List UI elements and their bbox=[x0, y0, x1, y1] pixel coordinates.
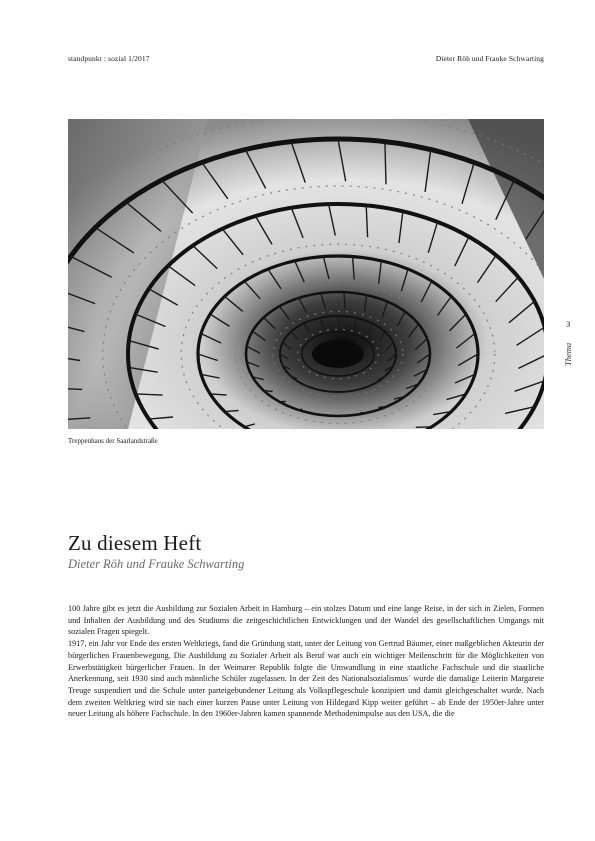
running-head-left: standpunkt : sozial 1/2017 bbox=[68, 54, 150, 63]
baluster bbox=[337, 392, 339, 393]
paragraph: 1917, ein Jahr vor Ende des ersten Weltkriegs, fand die Gründung statt, unter der Leitung von Gertrud Bäumer, einer maßgeblichen Akteurin der bürgerlichen Frauenbewegung. Die Ausbildung zu Sozialer Arbeit als Beruf war auch ein wichtiger Meilenschritt für die Möglichkeiten von Erwerbstätigkeit bürgerlicher Frauen. In der Weimarer Republik folgte die Umwandlung in eine staatliche Fachschule und die staatliche Anerkennung, seit 1930 sind auch männliche Schüler zugelassen. In der Zeit des Nationalsozialismus´ wurde die damalige Leiterin Margarete Treuge suspendiert und die Schule unter parteigebundener Leitung als Volkspflegeschule konzipiert und damit gleichgeschaltet wurde. Nach dem zweiten Weltkrieg wird sie nach einer kurzen Pause unter Leitung von Hildegard Kipp weiter geführt – ab Ende der 1950er-Jahre unter neuer Leitung als höhere Fachschule. In den 1960er-Jahren kamen spannende Methodenimpulse aus den USA, die die bbox=[68, 639, 544, 719]
article-body bbox=[68, 603, 544, 720]
staircase-photo bbox=[68, 119, 544, 429]
article-title: Zu diesem Heft bbox=[68, 531, 202, 555]
spiral-staircase-photo bbox=[68, 119, 544, 429]
page-number: 3 bbox=[566, 319, 571, 329]
section-label: Thema bbox=[563, 342, 573, 366]
baluster bbox=[320, 390, 321, 391]
running-head-right: Dieter Röh und Frauke Schwarting bbox=[435, 54, 544, 63]
article-authors: Dieter Röh und Frauke Schwarting bbox=[68, 557, 245, 571]
figure-caption: Treppenhaus der Saarlandstraße bbox=[68, 437, 158, 445]
baluster bbox=[416, 427, 432, 428]
paragraph: 100 Jahre gibt es jetzt die Ausbildung zur Sozialen Arbeit in Hamburg – ein stolzes Datum und eine lange Reise, in der sich in Zielen, Formen und Inhalten der Ausbildung und des Studiums die zeitgeschichtlichen Entwicklungen und der Wandel des gesellschaftlichen Umgangs mit sozialen Fragen spiegelt. bbox=[68, 604, 544, 637]
